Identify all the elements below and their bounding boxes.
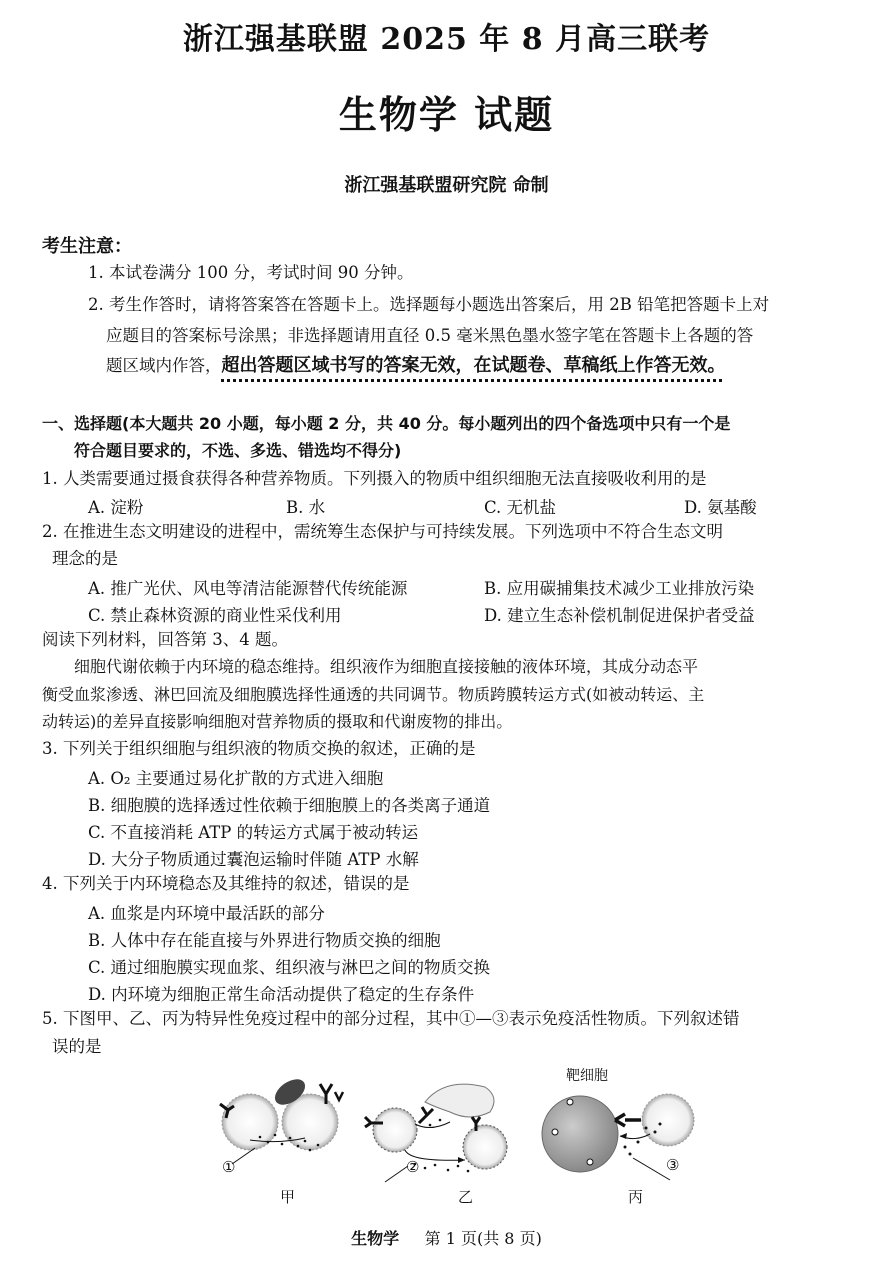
q3-stem: 3. 下列关于组织细胞与组织液的物质交换的叙述，正确的是	[42, 739, 476, 758]
exam-author: 浙江强基联盟研究院 命制	[344, 175, 549, 196]
notice-heading: 考生注意：	[42, 236, 132, 257]
q2-option-d: D. 建立生态补偿机制促进保护者受益	[484, 606, 755, 625]
notice-item-2-cont: 应题目的答案标号涂黑；非选择题请用直径 0.5 毫米黑色墨水签字笔在答题卡上各题的答	[106, 326, 754, 345]
material-line-3: 动转运)的差异直接影响细胞对营养物质的摄取和代谢废物的排出。	[42, 712, 513, 731]
section-title-cont: 符合题目要求的，不选、多选、错选均不得分)	[74, 441, 402, 460]
q4-option-d: D. 内环境为细胞正常生命活动提供了稳定的生存条件	[88, 985, 475, 1004]
panel-label-yi: 乙	[458, 1188, 474, 1206]
page-footer	[0, 1226, 893, 1249]
notice-item-2: 2. 考生作答时，请将答案答在答题卡上。选择题每小题选出答案后，用 2B 铅笔把答题卡上对	[88, 295, 770, 314]
panel-label-bing: 丙	[628, 1188, 644, 1206]
q1-option-a: A. 淀粉	[88, 498, 144, 517]
q5-stem-cont: 误的是	[52, 1037, 102, 1056]
q2-option-a: A. 推广光伏、风电等清洁能源替代传统能源	[88, 579, 408, 598]
exam-title: 浙江强基联盟 2025 年 8 月高三联考	[182, 22, 711, 57]
notice-item-1: 1. 本试卷满分 100 分，考试时间 90 分钟。	[88, 263, 414, 282]
target-cell-label: 靶细胞	[566, 1068, 608, 1084]
exam-subtitle: 生物学 试题	[338, 92, 555, 137]
footer-page-number: 第 1 页(共 8 页)	[424, 1229, 542, 1248]
immune-process-figure	[210, 1062, 710, 1212]
q2-stem: 2. 在推进生态文明建设的进程中，需统筹生态保护与可持续发展。下列选项中不符合生态文明	[42, 522, 723, 541]
q1-stem: 1. 人类需要通过摄食获得各种营养物质。下列摄入的物质中组织细胞无法直接吸收利用的是	[42, 469, 707, 488]
q4-option-a: A. 血浆是内环境中最活跃的部分	[88, 904, 325, 923]
q1-option-d: D. 氨基酸	[684, 498, 757, 517]
q4-option-c: C. 通过细胞膜实现血浆、组织液与淋巴之间的物质交换	[88, 958, 491, 977]
notice-emphasis: 超出答题区域书写的答案无效，在试题卷、草稿纸上作答无效。	[221, 355, 726, 376]
q1-option-b: B. 水	[286, 498, 326, 517]
material-intro: 阅读下列材料，回答第 3、4 题。	[42, 630, 288, 649]
q2-stem-cont: 理念的是	[52, 549, 118, 568]
q3-option-c: C. 不直接消耗 ATP 的转运方式属于被动转运	[88, 823, 419, 842]
q4-option-b: B. 人体中存在能直接与外界进行物质交换的细胞	[88, 931, 441, 950]
q1-option-c: C. 无机盐	[484, 498, 557, 517]
q3-option-b: B. 细胞膜的选择透过性依赖于细胞膜上的各类离子通道	[88, 796, 491, 815]
q4-stem: 4. 下列关于内环境稳态及其维持的叙述，错误的是	[42, 874, 410, 893]
q3-option-d: D. 大分子物质通过囊泡运输时伴随 ATP 水解	[88, 850, 419, 869]
notice-item-2-cont2	[106, 355, 726, 377]
q2-option-c: C. 禁止森林资源的商业性采伐利用	[88, 606, 342, 625]
marker-3: ③	[666, 1156, 680, 1174]
panel-label-jia: 甲	[280, 1188, 296, 1206]
material-line-2: 衡受血浆渗透、淋巴回流及细胞膜选择性通透的共同调节。物质跨膜转运方式(如被动转运、主	[42, 685, 705, 704]
q2-option-b: B. 应用碳捕集技术减少工业排放污染	[484, 579, 755, 598]
marker-2: ②	[406, 1158, 420, 1176]
section-title: 一、选择题(本大题共 20 小题，每小题 2 分，共 40 分。每小题列出的四个备选项中只有一个是	[42, 414, 731, 433]
material-line-1: 细胞代谢依赖于内环境的稳态维持。组织液作为细胞直接接触的液体环境，其成分动态平	[74, 657, 699, 676]
notice-item-2-tail: 题区域内作答，	[106, 356, 222, 375]
q5-stem: 5. 下图甲、乙、丙为特异性免疫过程中的部分过程，其中①—③表示免疫活性物质。下列叙述错	[42, 1009, 740, 1028]
marker-1: ①	[222, 1158, 236, 1176]
footer-subject: 生物学	[351, 1229, 400, 1248]
q3-option-a: A. O₂ 主要通过易化扩散的方式进入细胞	[88, 769, 384, 788]
